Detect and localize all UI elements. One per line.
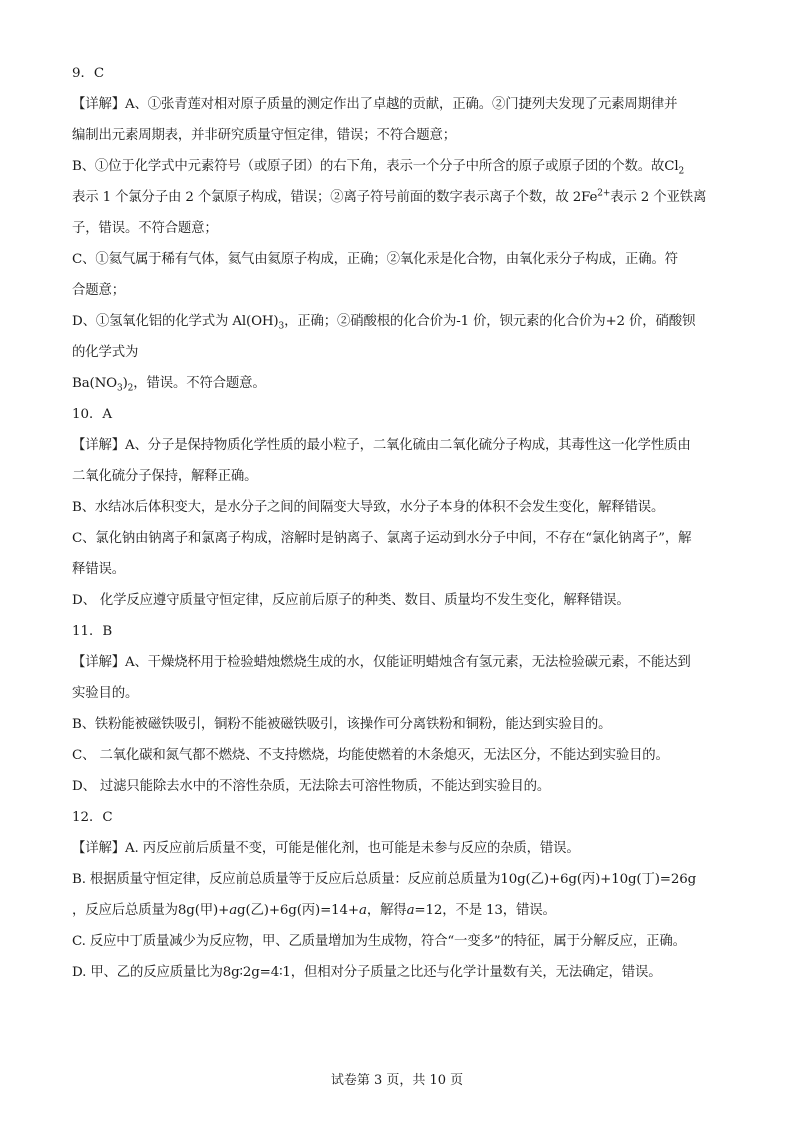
q10-detail-c2: 释错误。 [72,562,125,577]
q9-detail-c1: C、①氦气属于稀有气体，氦气由氦原子构成，正确；②氧化汞是化合物，由氧化汞分子构成，正确。符 [72,252,678,267]
q12-detail-a1: 【详解】A. 丙反应前后质量不变，可能是催化剂，也可能是未参与反应的杂质，错误。 [72,841,580,856]
q11-detail-a1: 【详解】A、干燥烧杯用于检验蜡烛燃烧生成的水，仅能证明蜡烛含有氢元素，无法检验碳元素，不能达到 [72,655,691,670]
q10-detail-a1: 【详解】A、分子是保持物质化学性质的最小粒子，二氧化硫由二氧化硫分子构成，其毒性这一化学性质由 [72,438,691,453]
q11-detail-c1: C、 二氧化碳和氮气都不燃烧、不支持燃烧，均能使燃着的木条熄灭，无法区分，不能达到实验目的。 [72,748,669,763]
q12-detail-b2: ，反应后总质量为8g(甲)+ag(乙)+6g(丙)=14+a，解得a=12，不是 13，错误。 [72,903,556,918]
q9-detail-d3: $Ba(NO_3)_2$，错误。不符合题意。 [72,376,266,394]
q11-detail-d1: D、 过滤只能除去水中的不溶性杂质，无法除去可溶性物质，不能达到实验目的。 [72,779,551,794]
q10-number: 10．A [72,407,113,422]
q10-detail-a2: 二氧化硫分子保持，解释正确。 [72,469,258,484]
q9-number: 9．C [72,66,105,81]
q12-detail-b1: B. 根据质量守恒定律，反应前总质量等于反应后总质量：反应前总质量为10g(乙)+6g(丙)+10g(丁)=26g [72,872,697,887]
q11-number: 11．B [72,624,113,639]
q10-detail-b1: B、水结冰后体积变大，是水分子之间的间隔变大导致，水分子本身的体积不会发生变化，解释错误。 [72,500,665,515]
q12-detail-d1: D. 甲、乙的反应质量比为8g∶2g=4∶1，但相对分子质量之比还与化学计量数有关，无法确定，错误。 [72,965,662,980]
page-footer: 试卷第 3 页，共 10 页 [330,1073,464,1088]
q9-detail-d2: 的化学式为 [72,345,139,360]
q9-detail-a2: 编制出元素周期表，并非研究质量守恒定律，错误；不符合题意； [72,128,456,143]
q9-detail-c2: 合题意； [72,283,125,298]
q9-detail-d1: D、①氢氧化铝的化学式为 $Al(OH)_3$，正确；②硝酸根的化合价为-1 价，钡元素的化合价为+2 价，硝酸钡 [72,314,696,332]
q10-detail-d1: D、 化学反应遵守质量守恒定律，反应前后原子的种类、数目、质量均不发生变化，解释错误。 [72,593,630,608]
answer-content [72,64,726,994]
q10-detail-c1: C、氯化钠由钠离子和氯离子构成，溶解时是钠离子、氯离子运动到水分子中间，不存在“氯化钠离子”，解 [72,531,692,546]
q9-detail-b3: 子，错误。不符合题意； [72,221,218,236]
q11-detail-b1: B、铁粉能被磁铁吸引，铜粉不能被磁铁吸引，该操作可分离铁粉和铜粉，能达到实验目的。 [72,717,612,732]
q9-detail-a1: 【详解】A、①张青莲对相对原子质量的测定作出了卓越的贡献，正确。②门捷列夫发现了元素周期律并 [72,97,678,112]
q9-detail-b2: 表示 1 个氯分子由 2 个氯原子构成，错误；②离子符号前面的数字表示离子个数，故 $2Fe^{2+}$表示 2 个亚铁离 [72,188,707,205]
chlorine-formula: $Cl_2$ [664,159,685,177]
q12-detail-c1: C. 反应中丁质量减少为反应物，甲、乙质量增加为生成物，符合“一变多”的特征，属于分解反应，正确。 [72,934,686,949]
q12-number: 12．C [72,810,113,825]
q11-detail-a2: 实验目的。 [72,686,139,701]
q9-detail-b1: B、①位于化学式中元素符号（或原子团）的右下角，表示一个分子中所含的原子或原子团的个数。故$Cl_2$ [72,159,685,177]
